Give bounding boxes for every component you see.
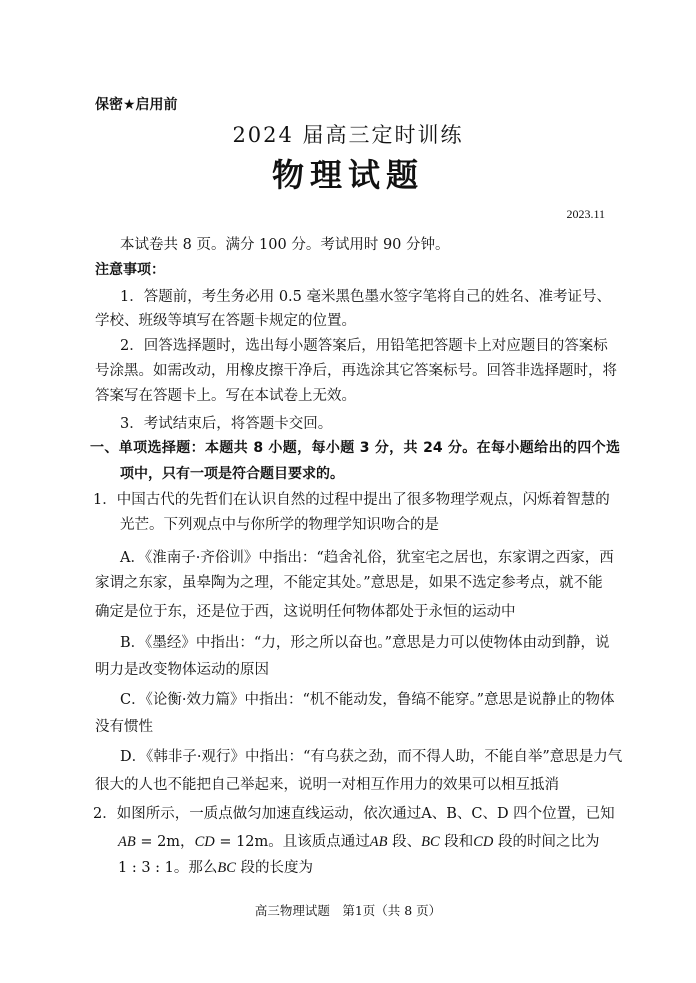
q1-option-c-line2: 没有惯性	[95, 719, 153, 735]
q1-option-d-line1: D．《韩非子·观行》中指出：“有乌获之劲，而不得人助，不能自举”意思是力气	[120, 749, 623, 765]
q2-ab-value: = 2m，	[135, 834, 195, 850]
note-2-line1: 2．回答选择题时，选出每小题答案后，用铅笔把答题卡上对应题目的答案标	[120, 338, 608, 354]
q2-segment-bc-2: BC	[217, 860, 236, 876]
section1-heading-line2: 项中，只有一项是符合题目要求的。	[120, 466, 344, 482]
q2-segment-ab-2: AB	[369, 834, 388, 850]
q1-option-b-line1: B．《墨经》中指出：“力，形之所以奋也。”意思是力可以使物体由动到静，说	[120, 635, 610, 651]
note-2-line3: 答案写在答题卡上。写在本试卷上无效。	[95, 388, 356, 404]
note-2-line2: 号涂黑。如需改动，用橡皮擦干净后，再选涂其它答案标号。回答非选择题时，将	[95, 363, 617, 379]
exam-summary: 本试卷共 8 页。满分 100 分。考试用时 90 分钟。	[120, 237, 450, 253]
exam-subject-title: 物理试题	[271, 156, 424, 194]
confidential-label: 保密★启用前	[95, 97, 178, 113]
q2-segment-cd: CD	[194, 834, 215, 850]
q2-text-3: 段的时间之比为	[493, 834, 600, 850]
q2-line1: 2．如图所示，一质点做匀加速直线运动，依次通过A、B、C、D 四个位置，已知	[93, 806, 615, 822]
section1-heading-line1: 一、单项选择题：本题共 8 小题，每小题 3 分，共 24 分。在每小题给出的四个选	[90, 440, 620, 456]
q1-option-c-line1: C．《论衡·效力篇》中指出：“机不能动发，鲁缟不能穿。”意思是说静止的物体	[120, 692, 615, 708]
q2-segment-ab: AB	[118, 834, 136, 850]
q1-option-a-line3: 确定是位于东，还是位于西，这说明任何物体都处于永恒的运动中	[95, 604, 516, 620]
exam-date: 2023.11	[566, 207, 605, 221]
q1-option-d-line2: 很大的人也不能把自己举起来，说明一对相互作用力的效果可以相互抵消	[95, 777, 559, 793]
q2-text-2: 段和	[439, 834, 474, 850]
note-1-line1: 1．答题前，考生务必用 0.5 毫米黑色墨水签字笔将自己的姓名、准考证号、	[120, 289, 612, 305]
q2-segment-cd-2: CD	[473, 834, 494, 850]
q1-option-b-line2: 明力是改变物体运动的原因	[95, 662, 269, 678]
q2-line3	[118, 856, 313, 877]
note-3: 3．考试结束后，将答题卡交回。	[120, 416, 333, 432]
q2-cd-value: = 12m。且该质点通过	[214, 834, 370, 850]
q2-segment-bc: BC	[421, 834, 440, 850]
q1-stem-line2: 光芒。下列观点中与你所学的物理学知识吻合的是	[120, 517, 439, 533]
q2-ratio-text: 1 : 3 : 1。那么	[118, 860, 218, 876]
q2-line2	[118, 830, 600, 851]
page-footer: 高三物理试题 第1页（共 8 页）	[254, 903, 442, 918]
q1-stem-line1: 1．中国古代的先哲们在认识自然的过程中提出了很多物理学观点，闪烁着智慧的	[93, 492, 610, 508]
exam-series-title: 2024 届高三定时训练	[232, 123, 464, 147]
q2-question-end: 段的长度为	[235, 860, 314, 876]
q1-option-a-line2: 家谓之东家，虽皋陶为之理，不能定其处。”意思是，如果不选定参考点，就不能	[95, 575, 603, 591]
notice-heading: 注意事项：	[95, 262, 165, 278]
q2-text-1: 段、	[387, 834, 422, 850]
q1-option-a-line1: A．《淮南子·齐俗训》中指出：“趋舍礼俗，犹室宅之居也，东家谓之西家，西	[120, 550, 614, 566]
note-1-line2: 学校、班级等填写在答题卡规定的位置。	[95, 313, 356, 329]
